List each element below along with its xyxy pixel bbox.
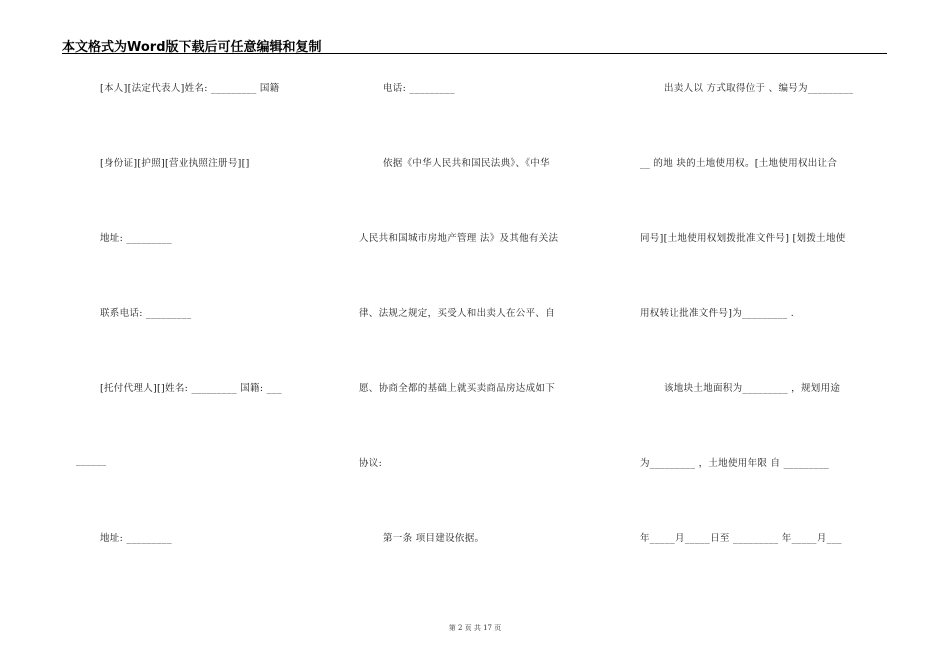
text-line: 出卖人以 方式取得位于 、编号为_________ [664,83,854,94]
text-line: 协议: [359,458,383,469]
text-line: ______ [76,455,107,466]
text-line: 第一条 项目建设依据。 [383,533,485,544]
text-line: 用权转让批准文件号]为_________ . [640,308,795,319]
text-line: 同号][土地使用权划拨批准文件号] [划拨土地使 [640,233,846,244]
text-line: [身份证][护照][营业执照注册号][] [100,158,250,169]
text-line: 该地块土地面积为_________ ，规划用途 [664,383,841,394]
text-line: 年_____月_____日至 _________ 年_____月___ [640,533,842,544]
text-line: 地址: _________ [100,533,172,544]
text-line: 为_________ ，土地使用年限 自 _________ [640,458,830,469]
text-line: 律、法规之规定，买受人和出卖人在公平、自 [359,308,556,319]
text-line: [托付代理人][]姓名: _________ 国籍: ___ [100,383,282,394]
text-line: 依据《中华人民共和国民法典》、《中华 [383,158,550,169]
text-line: 联系电话: _________ [100,308,192,319]
document-header-title: 本文格式为Word版下载后可任意编辑和复制 [62,40,322,55]
text-line: __ 的地 块的土地使用权。[土地使用权出让合 [640,158,838,169]
header-divider [62,53,887,54]
text-line: 电话: _________ [383,83,455,94]
text-line: 地址: _________ [100,233,172,244]
page-number: 第 2 页 共 17 页 [448,624,502,632]
text-line: 愿、协商全都的基础上就买卖商品房达成如下 [359,383,556,394]
text-line: 人民共和国城市房地产管理 法》及其他有关法 [359,233,559,244]
text-line: [本人][法定代表人]姓名: _________ 国籍 [100,83,280,94]
